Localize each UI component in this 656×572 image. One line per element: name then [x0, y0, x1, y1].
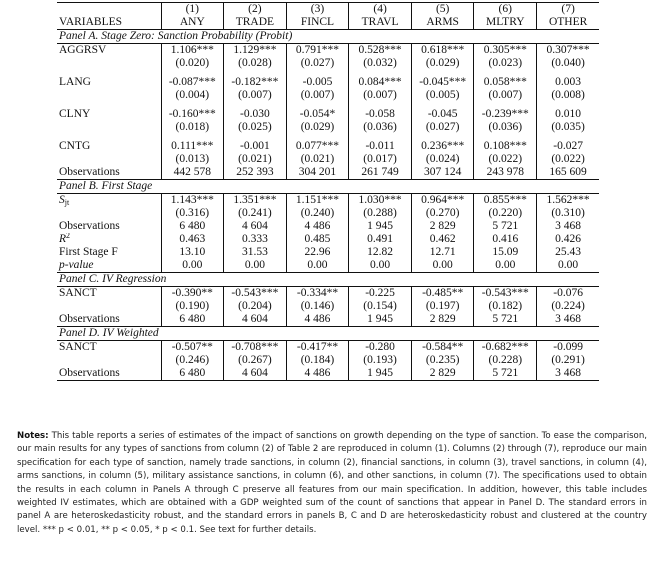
- table-cell: (0.241): [224, 207, 287, 220]
- row-label-blank: [57, 300, 161, 313]
- table-cell: (0.021): [286, 153, 349, 166]
- panel-heading: Panel D. IV Weighted: [57, 327, 599, 341]
- table-row: [57, 287, 599, 301]
- table-cell: (0.018): [161, 121, 224, 134]
- table-cell: 1.351***: [224, 194, 287, 208]
- table-row-se: [57, 121, 599, 134]
- table-cell: 2 829: [411, 313, 474, 327]
- row-label-blank: [57, 153, 161, 166]
- regression-table-container: [57, 2, 599, 381]
- table-cell: (0.020): [161, 57, 224, 70]
- table-cell: 1.030***: [349, 194, 412, 208]
- table-cell: -0.225: [349, 287, 412, 301]
- table-cell: 165 609: [549, 166, 587, 178]
- table-cell: (0.310): [551, 207, 585, 219]
- table-cell: 0.108***: [474, 140, 537, 153]
- table-row-se: [57, 354, 599, 367]
- table-cell: 5 721: [474, 367, 537, 381]
- table-cell: 5 721: [474, 220, 537, 233]
- table-cell: 0.077***: [286, 140, 349, 153]
- table-cell: (0.184): [286, 354, 349, 367]
- table-cell: 6 480: [161, 220, 224, 233]
- table-cell: 3 468: [555, 313, 582, 325]
- table-cell: 0.00: [474, 259, 537, 273]
- table-cell: MLTRY: [474, 16, 537, 30]
- table-cell: 0.00: [224, 259, 287, 273]
- table-cell: -0.045***: [411, 76, 474, 89]
- table-row: [57, 259, 599, 273]
- table-cell: (0.007): [474, 89, 537, 102]
- table-cell: -0.182***: [224, 76, 287, 89]
- table-cell: (0.316): [161, 207, 224, 220]
- table-cell: (0.182): [474, 300, 537, 313]
- table-cell: (0.197): [411, 300, 474, 313]
- table-cell: (5): [411, 3, 474, 17]
- table-cell: (0.193): [349, 354, 412, 367]
- table-row: [57, 233, 599, 246]
- table-cell: (0.235): [411, 354, 474, 367]
- table-cell: 1.106***: [161, 44, 224, 58]
- table-cell: (0.154): [349, 300, 412, 313]
- table-cell: 13.10: [161, 246, 224, 259]
- table-cell: 2 829: [411, 367, 474, 381]
- table-cell: 0.416: [474, 233, 537, 246]
- table-cell: 22.96: [286, 246, 349, 259]
- row-label-blank: [57, 207, 161, 220]
- header-number-row: [57, 3, 599, 17]
- table-cell: 261 749: [349, 166, 412, 180]
- table-row: [57, 76, 599, 89]
- table-cell: 25.43: [555, 246, 582, 258]
- table-cell: -0.280: [349, 341, 412, 355]
- table-cell: (3): [286, 3, 349, 17]
- table-cell: 12.71: [411, 246, 474, 259]
- table-cell: 0.333: [224, 233, 287, 246]
- notes-text: This table reports a series of estimates of the impact of sanctions on growth depending on the type of sanction. To ease the comparison, our main results for any types of sanctions from column (2) of Table 2 are reproduced in column (1). Columns (2) through (7), reproduce our main specification for each type of sanction, namely trade sanctions, in column (2), financial sanctions, in column (3), travel sanctions, in column (4), arms sanctions, in column (5), military assistance sanctions, in column (6), and other sanctions, in column (7). The specifications used to obtain the results in each column in Panels A through C preserve all features from our main specification. In addition, however, this table includes weighted IV estimates, which are obtained with a GDP weighted sum of the count of sanctions that appear in Panel D. The standard errors in panel A are heteroskedasticity robust, and the standard errors in panels B, C and D are heteroskedasticity robust and clustered at the country level. *** p < 0.01, ** p < 0.05, * p < 0.1. See text for further details.: [17, 431, 647, 535]
- table-cell: OTHER: [537, 16, 600, 30]
- table-cell: 307 124: [411, 166, 474, 180]
- panel-heading-row: [57, 327, 599, 341]
- table-cell: (2): [224, 3, 287, 17]
- table-cell: 1.151***: [286, 194, 349, 208]
- table-cell: -0.045: [411, 108, 474, 121]
- table-cell: 15.09: [474, 246, 537, 259]
- panel-heading-row: [57, 30, 599, 44]
- table-cell: ANY: [161, 16, 224, 30]
- table-cell: FINCL: [286, 16, 349, 30]
- table-cell: (0.040): [551, 57, 585, 69]
- table-cell: -0.058: [349, 108, 412, 121]
- table-cell: 5 721: [474, 313, 537, 327]
- table-cell: (0.029): [286, 121, 349, 134]
- table-cell: 442 578: [161, 166, 224, 180]
- table-cell: 0.111***: [161, 140, 224, 153]
- table-cell: 0.00: [161, 259, 224, 273]
- table-cell: -0.390**: [161, 287, 224, 301]
- table-cell: (0.005): [411, 89, 474, 102]
- table-cell: 0.463: [161, 233, 224, 246]
- table-cell: 0.084***: [349, 76, 412, 89]
- table-cell: 0.236***: [411, 140, 474, 153]
- table-cell: 0.964***: [411, 194, 474, 208]
- regression-table: [57, 2, 599, 381]
- table-cell: (0.027): [411, 121, 474, 134]
- table-cell: (0.008): [551, 89, 585, 101]
- table-cell: 3 468: [537, 367, 600, 381]
- table-row-se: [57, 89, 599, 102]
- table-cell: 1 945: [349, 220, 412, 233]
- table-cell: 252 393: [224, 166, 287, 180]
- table-cell: (0.267): [224, 354, 287, 367]
- table-cell: (0.027): [286, 57, 349, 70]
- panel-heading: Panel C. IV Regression: [57, 273, 599, 287]
- table-cell: (0.228): [474, 354, 537, 367]
- table-cell: -0.708***: [224, 341, 287, 355]
- table-cell: (0.240): [286, 207, 349, 220]
- table-cell: 1 945: [349, 313, 412, 327]
- r2-symbol: R: [59, 233, 67, 245]
- row-label: [57, 233, 161, 246]
- table-cell: 3 468: [555, 220, 582, 232]
- table-row: [57, 194, 599, 208]
- table-cell: (0.204): [224, 300, 287, 313]
- table-row-se: [57, 153, 599, 166]
- table-cell: ARMS: [411, 16, 474, 30]
- table-cell: (4): [349, 3, 412, 17]
- table-row: [57, 367, 599, 381]
- panel-heading: Panel A. Stage Zero: Sanction Probability (Probit): [57, 30, 599, 44]
- table-cell: 0.010: [555, 108, 582, 120]
- table-row-se: [57, 300, 599, 313]
- table-cell: 0.618***: [411, 44, 474, 58]
- table-row: [57, 44, 599, 58]
- row-label: CLNY: [57, 108, 161, 121]
- table-cell: -0.099: [553, 341, 583, 353]
- table-cell: 1.143***: [161, 194, 224, 208]
- table-cell: 6 480: [161, 313, 224, 327]
- table-cell: (1): [161, 3, 224, 17]
- table-cell: 6 480: [161, 367, 224, 381]
- panel-heading-row: [57, 273, 599, 287]
- table-cell: (0.013): [161, 153, 224, 166]
- table-cell: (0.022): [551, 153, 585, 165]
- table-cell: 4 486: [286, 367, 349, 381]
- table-row: [57, 140, 599, 153]
- table-cell: (0.022): [474, 153, 537, 166]
- table-cell: (0.246): [161, 354, 224, 367]
- table-cell: 1.129***: [224, 44, 287, 58]
- table-cell: (0.291): [551, 354, 585, 366]
- table-cell: (0.036): [349, 121, 412, 134]
- table-row-se: [57, 207, 599, 220]
- row-label-blank: [57, 89, 161, 102]
- table-cell: -0.507**: [161, 341, 224, 355]
- table-row: [57, 108, 599, 121]
- panel-heading-row: [57, 180, 599, 194]
- table-cell: -0.005: [286, 76, 349, 89]
- table-cell: -0.334**: [286, 287, 349, 301]
- table-cell: 0.528***: [349, 44, 412, 58]
- table-cell: -0.030: [224, 108, 287, 121]
- table-cell: -0.485**: [411, 287, 474, 301]
- row-label: SANCT: [57, 341, 161, 355]
- row-label: AGGRSV: [57, 44, 161, 58]
- row-label-blank: [57, 57, 161, 70]
- table-cell: 4 486: [286, 313, 349, 327]
- table-cell: 4 604: [224, 367, 287, 381]
- table-cell: 4 604: [224, 313, 287, 327]
- table-cell: 0.00: [349, 259, 412, 273]
- table-cell: (0.004): [161, 89, 224, 102]
- table-cell: 0.003: [555, 76, 582, 88]
- table-cell: 1 945: [349, 367, 412, 381]
- table-cell: (0.288): [349, 207, 412, 220]
- table-cell: -0.239***: [474, 108, 537, 121]
- table-cell: 0.426: [555, 233, 582, 245]
- table-cell: 0.491: [349, 233, 412, 246]
- table-cell: (0.007): [224, 89, 287, 102]
- row-label: Observations: [57, 220, 161, 233]
- row-label-blank: [57, 354, 161, 367]
- table-cell: 12.82: [349, 246, 412, 259]
- table-cell: 0.791***: [286, 44, 349, 58]
- sjt-symbol: S: [59, 194, 65, 206]
- table-cell: (0.032): [349, 57, 412, 70]
- table-cell: 0.305***: [474, 44, 537, 58]
- row-label: CNTG: [57, 140, 161, 153]
- table-cell: (0.029): [411, 57, 474, 70]
- table-cell: -0.584**: [411, 341, 474, 355]
- table-cell: 0.00: [411, 259, 474, 273]
- table-cell: -0.054*: [286, 108, 349, 121]
- table-cell: (0.146): [286, 300, 349, 313]
- table-cell: 0.00: [286, 259, 349, 273]
- table-cell: (0.025): [224, 121, 287, 134]
- row-label: Observations: [57, 166, 161, 180]
- table-cell: (0.007): [286, 89, 349, 102]
- row-label-blank: [57, 121, 161, 134]
- table-row: [57, 341, 599, 355]
- table-cell: (0.007): [349, 89, 412, 102]
- table-cell: 4 604: [224, 220, 287, 233]
- table-cell: (6): [474, 3, 537, 17]
- table-cell: -0.001: [224, 140, 287, 153]
- table-cell: (0.190): [161, 300, 224, 313]
- header-name-row: [57, 16, 599, 30]
- sjt-subscript: jt: [64, 198, 70, 207]
- table-cell: 0.855***: [474, 194, 537, 208]
- pvalue-label: p-value: [59, 259, 94, 271]
- table-cell: (0.270): [411, 207, 474, 220]
- table-cell: 0.058***: [474, 76, 537, 89]
- table-cell: -0.087***: [161, 76, 224, 89]
- row-label: First Stage F: [57, 246, 161, 259]
- table-cell: (0.035): [551, 121, 585, 133]
- table-cell: -0.027: [553, 140, 583, 152]
- table-cell: 0.00: [558, 259, 579, 271]
- table-cell: 0.307***: [546, 44, 590, 56]
- notes-lead: Notes:: [17, 431, 49, 441]
- table-cell: -0.682***: [474, 341, 537, 355]
- table-cell: 304 201: [286, 166, 349, 180]
- table-cell: -0.011: [349, 140, 412, 153]
- table-row-se: [57, 57, 599, 70]
- table-cell: -0.543***: [474, 287, 537, 301]
- row-label: [57, 194, 161, 208]
- row-label: Observations: [57, 367, 161, 381]
- table-cell: 31.53: [224, 246, 287, 259]
- header-blank: [57, 3, 161, 17]
- row-label: SANCT: [57, 287, 161, 301]
- table-cell: (0.021): [224, 153, 287, 166]
- table-cell: 2 829: [411, 220, 474, 233]
- table-row: [57, 246, 599, 259]
- table-cell: 1.562***: [546, 194, 590, 206]
- table-cell: (7): [537, 3, 600, 17]
- table-notes: [17, 430, 647, 537]
- variables-header: VARIABLES: [57, 16, 161, 30]
- table-cell: (0.024): [411, 153, 474, 166]
- table-cell: (0.036): [474, 121, 537, 134]
- table-cell: -0.076: [553, 287, 583, 299]
- table-cell: 4 486: [286, 220, 349, 233]
- table-cell: -0.543***: [224, 287, 287, 301]
- row-label: [57, 259, 161, 273]
- table-cell: 243 978: [474, 166, 537, 180]
- table-cell: TRADE: [224, 16, 287, 30]
- table-row: [57, 313, 599, 327]
- table-cell: -0.417**: [286, 341, 349, 355]
- row-label: Observations: [57, 313, 161, 327]
- table-cell: (0.017): [349, 153, 412, 166]
- table-cell: (0.028): [224, 57, 287, 70]
- table-row: [57, 166, 599, 180]
- table-cell: -0.160***: [161, 108, 224, 121]
- row-label: LANG: [57, 76, 161, 89]
- table-cell: TRAVL: [349, 16, 412, 30]
- table-cell: (0.220): [474, 207, 537, 220]
- table-cell: (0.224): [551, 300, 585, 312]
- table-cell: (0.023): [474, 57, 537, 70]
- table-cell: 0.462: [411, 233, 474, 246]
- panel-heading: Panel B. First Stage: [57, 180, 599, 194]
- table-row: [57, 220, 599, 233]
- table-cell: 0.485: [286, 233, 349, 246]
- r2-superscript: 2: [66, 233, 71, 240]
